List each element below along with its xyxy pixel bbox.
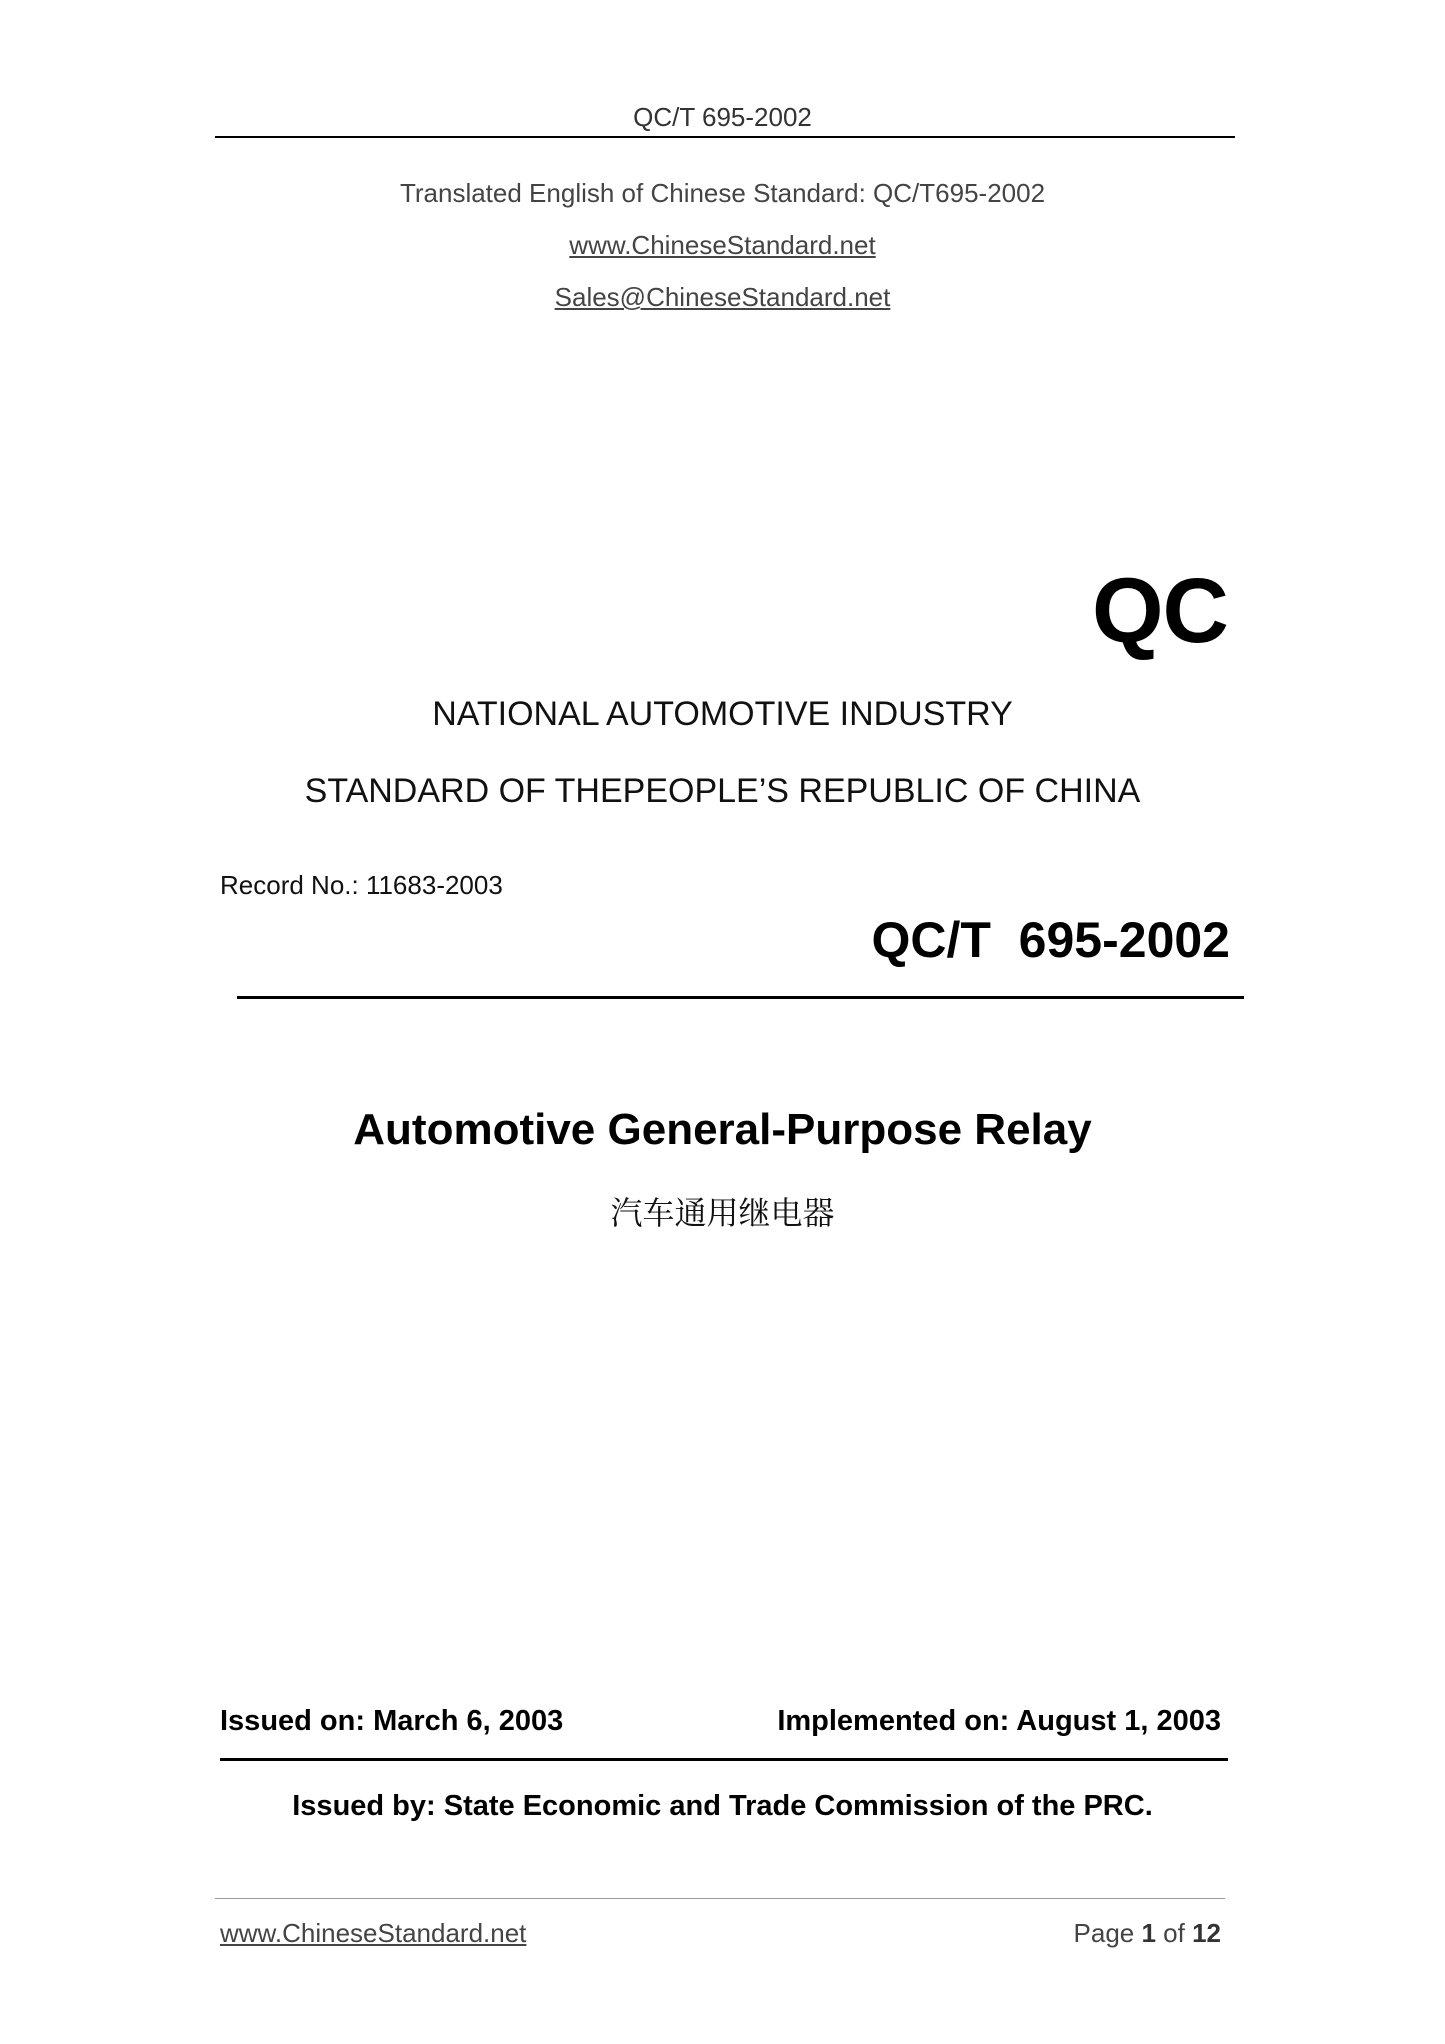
footer-divider <box>215 1898 1225 1899</box>
page-prefix: Page <box>1073 1918 1142 1948</box>
footer-website-link[interactable]: www.ChineseStandard.net <box>220 1918 527 1948</box>
national-standard-line-2: STANDARD OF THEPEOPLE’S REPUBLIC OF CHINA <box>304 772 1141 810</box>
implemented-on-date: Implemented on: August 1, 2003 <box>777 1705 1221 1737</box>
title-divider <box>237 996 1244 999</box>
page-total: 12 <box>1192 1918 1221 1948</box>
page-current: 1 <box>1141 1918 1156 1948</box>
email-link-row <box>0 282 1445 313</box>
issuing-authority: Issued by: State Economic and Trade Commission of the PRC. <box>292 1790 1153 1822</box>
website-link-row <box>0 230 1445 261</box>
dates-divider <box>220 1758 1228 1761</box>
running-header-code: QC/T 695-2002 <box>633 102 812 132</box>
translated-standard-line: Translated English of Chinese Standard: QC/T695-2002 <box>399 178 1046 208</box>
sales-email-link[interactable]: Sales@ChineseStandard.net <box>554 282 891 312</box>
website-link[interactable]: www.ChineseStandard.net <box>569 230 876 260</box>
record-number: Record No.: 11683-2003 <box>220 870 503 900</box>
page-of: of <box>1155 1918 1193 1948</box>
qc-standard-mark: QC <box>1092 560 1228 662</box>
national-standard-line-1: NATIONAL AUTOMOTIVE INDUSTRY <box>432 695 1013 733</box>
standard-code: QC/T 695-2002 <box>871 912 1230 968</box>
header-divider <box>215 136 1235 138</box>
document-title-chinese: 汽车通用继电器 <box>610 1194 835 1232</box>
page-indicator <box>1074 1918 1221 1949</box>
issued-on-date: Issued on: March 6, 2003 <box>220 1705 564 1737</box>
document-title: Automotive General-Purpose Relay <box>353 1105 1092 1154</box>
